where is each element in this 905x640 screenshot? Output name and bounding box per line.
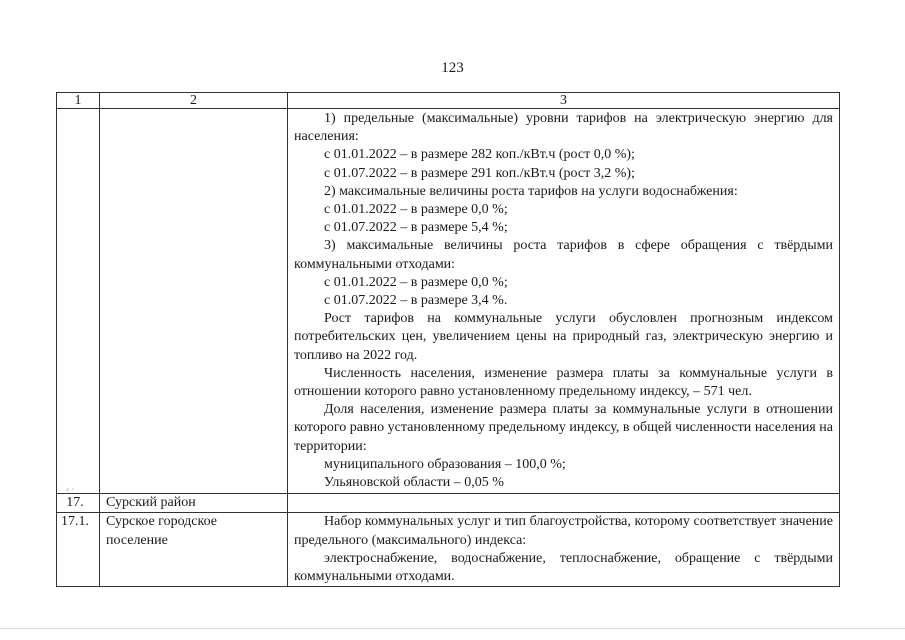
header-col-3: 3 bbox=[288, 93, 840, 109]
text-line: Численность населения, изменение размера платы за коммунальные услуги в отношении которого равно установленному предельному индексу, – 571 чел. bbox=[294, 365, 833, 400]
text-line: муниципального образования – 100,0 %; bbox=[324, 456, 566, 472]
row-text-cell bbox=[288, 513, 840, 587]
settlement-name: Сурское городское поселение bbox=[100, 513, 288, 587]
table-row-17 bbox=[57, 494, 840, 513]
text-line: с 01.01.2022 – в размере 0,0 %; bbox=[324, 202, 508, 218]
text-line: с 01.07.2022 – в размере 3,4 %. bbox=[324, 293, 508, 309]
row-name-cell bbox=[100, 109, 288, 494]
row-number-cell bbox=[57, 109, 100, 494]
header-col-1: 1 bbox=[57, 93, 100, 109]
text-line: Набор коммунальных услуг и тип благоустройства, которому соответствует значение предельного (максимального) индекса: bbox=[294, 514, 833, 548]
text-line: с 01.07.2022 – в размере 5,4 %; bbox=[324, 220, 508, 236]
tariff-description bbox=[294, 110, 833, 492]
text-line: с 01.01.2022 – в размере 282 коп./кВт.ч (рост 0,0 %); bbox=[324, 147, 635, 163]
district-name: Сурский район bbox=[100, 494, 288, 513]
text-line: с 01.07.2022 – в размере 291 коп./кВт.ч (рост 3,2 %); bbox=[324, 165, 635, 181]
text-line: 2) максимальные величины роста тарифов на услуги водоснабжения: bbox=[324, 183, 738, 199]
table-row-17-1 bbox=[57, 513, 840, 587]
scan-specks: ⸗ · bbox=[66, 484, 75, 494]
text-line: Ульяновской области – 0,05 % bbox=[324, 475, 504, 491]
row-text-cell bbox=[288, 109, 840, 494]
page-number: 123 bbox=[441, 60, 464, 76]
text-line: электроснабжение, водоснабжение, теплоснабжение, обращение с твёрдыми коммунальными отходами. bbox=[294, 550, 833, 585]
text-line: Доля населения, изменение размера платы за коммунальные услуги в отношении которого равно установленному предельному индексу, в общей численности населения на территории: bbox=[294, 402, 833, 454]
scan-edge-line bbox=[0, 628, 905, 629]
header-row bbox=[57, 93, 840, 109]
header-col-2: 2 bbox=[100, 93, 288, 109]
row-number: 17.1. bbox=[57, 513, 100, 587]
table-row-continuation bbox=[57, 109, 840, 494]
row-number: 17. bbox=[57, 494, 100, 513]
services-description bbox=[294, 513, 833, 586]
tariff-table bbox=[56, 92, 840, 587]
text-line: 3) максимальные величины роста тарифов в сфере обращения с твёрдыми коммунальными отходами: bbox=[294, 238, 833, 272]
text-line: 1) предельные (максимальные) уровни тарифов на электрическую энергию для населения: bbox=[294, 111, 833, 145]
text-line: с 01.01.2022 – в размере 0,0 %; bbox=[324, 274, 508, 290]
text-line: Рост тарифов на коммунальные услуги обусловлен прогнозным индексом потребительских цен, увеличением цены на природный газ, электрическую энергию и топливо на 2022 год. bbox=[294, 311, 833, 363]
row-text-cell bbox=[288, 494, 840, 513]
